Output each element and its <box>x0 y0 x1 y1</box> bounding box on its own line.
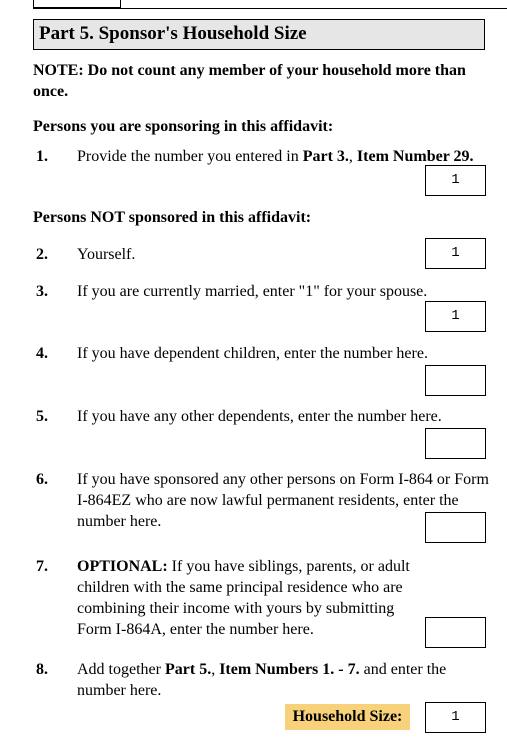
item-4-field[interactable] <box>425 365 486 396</box>
item-1-field[interactable]: 1 <box>425 165 486 196</box>
item-1-number: 1. <box>36 148 48 165</box>
item-6-field[interactable] <box>425 512 486 543</box>
item-3-field[interactable]: 1 <box>425 301 486 332</box>
item-2-number: 2. <box>36 246 48 263</box>
item-8-number: 8. <box>36 661 48 678</box>
item-7-number: 7. <box>36 558 48 575</box>
household-size-label: Household Size: <box>285 704 410 730</box>
note-text: NOTE: Do not count any member of your household more than once. <box>33 62 466 100</box>
item-3-number: 3. <box>36 283 48 300</box>
item-7-text: OPTIONAL: If you have siblings, parents, or adult children with the same principal residence who are combining their income with yours by submitting Form I-864A, enter the number here. <box>77 558 410 638</box>
item-2-text: Yourself. <box>77 246 136 263</box>
item-7-field[interactable] <box>425 617 486 648</box>
item-4-number: 4. <box>36 345 48 362</box>
item-5-text: If you have any other dependents, enter the number here. <box>77 408 442 425</box>
top-tab <box>33 0 121 8</box>
item-4-text: If you have dependent children, enter the number here. <box>77 345 428 362</box>
section-not-sponsored-heading: Persons NOT sponsored in this affidavit: <box>33 209 312 226</box>
item-3-text: If you are currently married, enter "1" for your spouse. <box>77 283 428 300</box>
section-sponsoring-heading: Persons you are sponsoring in this affidavit: <box>33 118 334 135</box>
item-8-text: Add together Part 5., Item Numbers 1. - 7. and enter the number here. <box>77 661 447 699</box>
part-header: Part 5. Sponsor's Household Size <box>33 19 485 50</box>
item-2-field[interactable]: 1 <box>425 238 486 269</box>
item-5-number: 5. <box>36 408 48 425</box>
item-6-number: 6. <box>36 471 48 488</box>
household-size-field[interactable]: 1 <box>425 702 486 733</box>
top-border <box>33 0 507 9</box>
item-5-field[interactable] <box>425 428 486 459</box>
item-6-text: If you have sponsored any other persons on Form I-864 or Form I-864EZ who are now lawful permanent residents, enter the number here. <box>77 471 489 530</box>
item-1-text: Provide the number you entered in Part 3., Item Number 29. <box>77 148 474 165</box>
